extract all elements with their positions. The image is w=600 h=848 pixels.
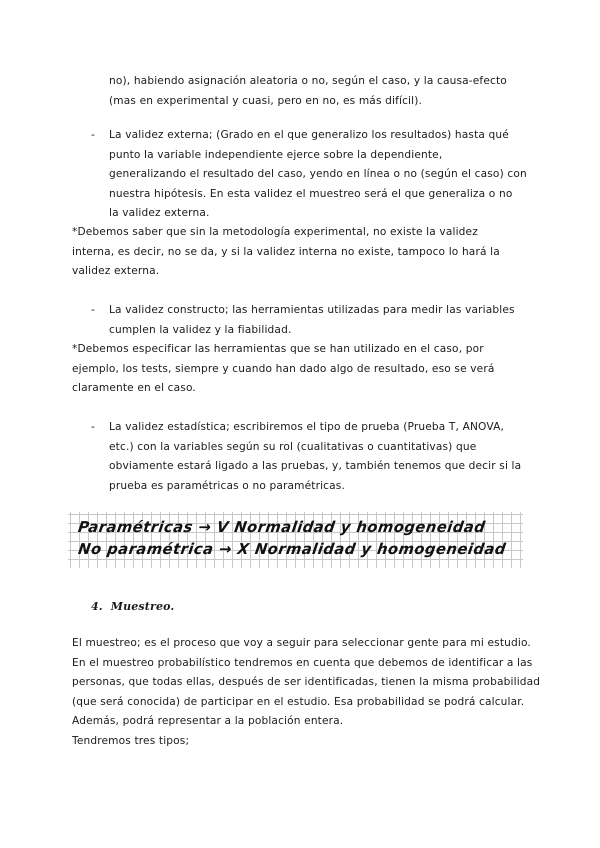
handwritten-line: Paramétricas → V Normalidad y homogeneidad [76,518,487,536]
text-line: La validez externa; (Grado en el que generalizo los resultados) hasta qué [109,129,509,141]
text-line: Además, podrá representar a la población entera. [72,715,344,727]
text-line: cumplen la validez y la fiabilidad. [109,323,292,336]
note-validez-interna [72,223,500,282]
text-line: generalizando el resultado del caso, yendo en línea o no (según el caso) con [109,168,527,180]
text-line: *Debemos saber que sin la metodología experimental, no existe la validez [72,226,478,238]
text-line: etc.) con la variables según su rol (cualitativas o cuantitativas) que [109,440,477,453]
text-line: la validez externa. [109,207,210,219]
text-line: validez externa. [72,265,160,277]
text-line: prueba es paramétricas o no paramétricas. [109,479,345,492]
text-line: ejemplo, los tests, siempre y cuando han dado algo de resultado, eso se verá [72,362,495,375]
text-line: (que será conocida) de participar en el estudio. Esa probabilidad se podrá calcular. [72,695,525,708]
text-line: En el muestreo probabilístico tendremos en cuenta que debemos de identificar a las [72,656,533,669]
section-number: 4. [91,600,103,613]
text-line: La validez constructo; las herramientas utilizadas para medir las variables [109,304,515,316]
text-line: nuestra hipótesis. En esta validez el muestreo será el que generaliza o no [109,187,513,200]
handwritten-line: No paramétrica → X Normalidad y homogeneidad [77,540,508,558]
bullet-dash: - [91,129,95,141]
bullet-dash: - [91,421,95,433]
text-line: Tendremos tres tipos; [72,734,190,747]
text-line: (mas en experimental y cuasi, pero en no, es más difícil). [109,94,423,107]
text-line: El muestreo; es el proceso que voy a seguir para seleccionar gente para mi estudio. [72,637,531,649]
handwritten-note-image [68,512,523,568]
text-line: interna, es decir, no se da, y si la validez interna no existe, tampoco lo hará la [72,245,500,258]
text-line: personas, que todas ellas, después de ser identificadas, tienen la misma probabilidad [72,676,541,688]
bullet-dash: - [91,304,95,316]
section-title: Muestreo. [110,600,175,613]
muestreo-paragraph [72,634,540,751]
bullet-validez-estadistica [109,418,521,496]
text-line: *Debemos especificar las herramientas que se han utilizado en el caso, por [72,343,484,355]
section-heading [91,600,174,613]
text-line: obviamente estará ligado a las pruebas, y, también tenemos que decir si la [109,460,522,472]
bullet-validez-constructo [109,301,515,340]
continuation-paragraph [109,72,507,111]
text-line: claramente en el caso. [72,382,196,394]
text-line: La validez estadística; escribiremos el tipo de prueba (Prueba T, ANOVA, [109,421,504,433]
text-line: no), habiendo asignación aleatoria o no, según el caso, y la causa-efecto [109,75,507,87]
text-line: punto la variable independiente ejerce sobre la dependiente, [109,148,443,161]
bullet-validez-externa [109,126,527,224]
note-herramientas [72,340,495,399]
